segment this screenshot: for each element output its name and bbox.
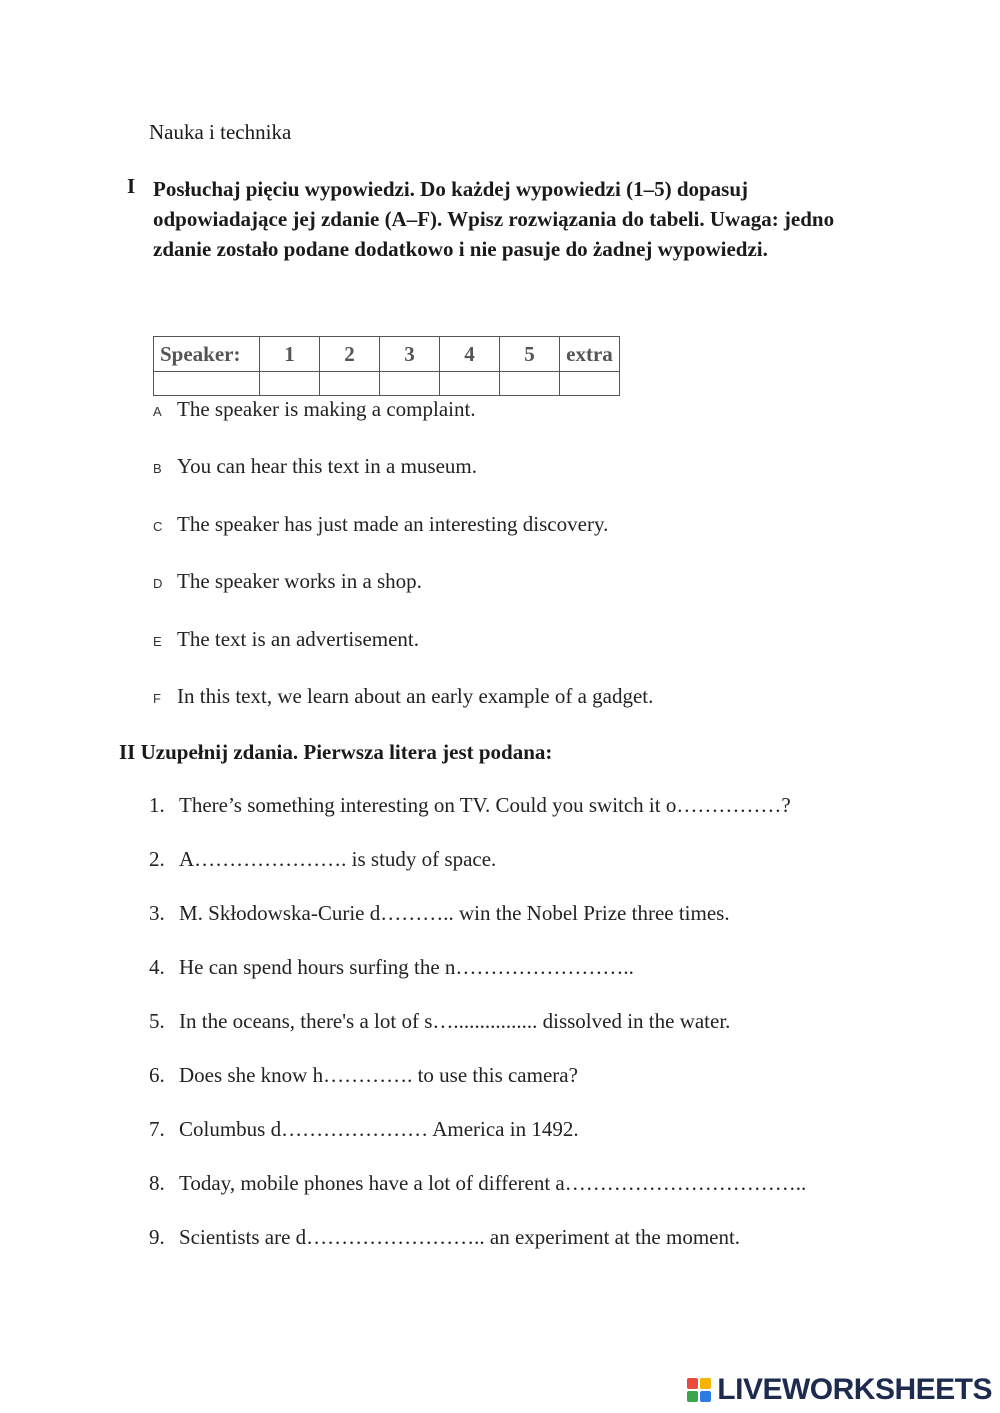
item-number: 1. xyxy=(149,793,165,817)
item-text: Today, mobile phones have a lot of different a…………………………….. xyxy=(179,1171,807,1195)
item-text: There’s something interesting on TV. Could you switch it o……………? xyxy=(179,793,791,817)
fill-in-item[interactable] xyxy=(149,1117,579,1142)
answer-input-1[interactable] xyxy=(260,372,320,396)
answer-table xyxy=(153,336,620,396)
fill-in-item[interactable] xyxy=(149,955,634,980)
item-text: M. Skłodowska-Curie d……….. win the Nobel Prize three times. xyxy=(179,901,730,925)
fill-in-item[interactable] xyxy=(149,1009,730,1034)
answer-table-input-row xyxy=(154,372,620,396)
item-text: In the oceans, there's a lot of s…................ dissolved in the water. xyxy=(179,1009,731,1033)
fill-in-item[interactable] xyxy=(149,793,791,818)
option-e xyxy=(153,627,419,652)
item-number: 4. xyxy=(149,955,165,979)
brand-name: LIVEWORKSHEETS xyxy=(717,1373,992,1406)
fill-in-item[interactable] xyxy=(149,1171,806,1196)
liveworksheets-logo[interactable] xyxy=(687,1373,992,1407)
answer-input-2[interactable] xyxy=(320,372,380,396)
table-header-cell: 1 xyxy=(260,337,320,372)
option-text: You can hear this text in a museum. xyxy=(177,454,477,478)
answer-table-header-row xyxy=(154,337,620,372)
option-letter: A xyxy=(153,404,162,419)
section-1-number: I xyxy=(127,174,136,198)
answer-input-extra[interactable] xyxy=(560,372,620,396)
item-text: He can spend hours surfing the n…………………….. xyxy=(179,955,634,979)
option-f xyxy=(153,684,653,709)
item-number: 8. xyxy=(149,1171,165,1195)
fill-in-item[interactable] xyxy=(149,847,496,872)
item-text: A…………………. is study of space. xyxy=(179,847,497,871)
fill-in-item[interactable] xyxy=(149,901,730,926)
option-letter: B xyxy=(153,461,162,476)
option-text: The text is an advertisement. xyxy=(177,627,420,651)
table-header-cell: extra xyxy=(560,337,620,372)
option-text: In this text, we learn about an early example of a gadget. xyxy=(177,684,654,708)
item-number: 5. xyxy=(149,1009,165,1033)
item-number: 7. xyxy=(149,1117,165,1141)
section-1-instruction: Posłuchaj pięciu wypowiedzi. Do każdej wypowiedzi (1–5) dopasuj odpowiadające jej zdanie (A–F). Wpisz rozwiązania do tabeli. Uwaga: jedno zdanie zostało podane dodatkowo i nie pasuje do żadnej wypowiedzi. xyxy=(153,177,835,261)
option-d xyxy=(153,569,422,594)
option-text: The speaker works in a shop. xyxy=(177,569,422,593)
fill-in-item[interactable] xyxy=(149,1063,578,1088)
item-number: 2. xyxy=(149,847,165,871)
item-number: 9. xyxy=(149,1225,165,1249)
table-row-label-cell xyxy=(154,372,260,396)
option-a xyxy=(153,397,476,422)
answer-input-4[interactable] xyxy=(440,372,500,396)
item-text: Columbus d………………… America in 1492. xyxy=(179,1117,579,1141)
item-number: 6. xyxy=(149,1063,165,1087)
table-header-cell: Speaker: xyxy=(154,337,260,372)
liveworksheets-logo-icon xyxy=(687,1378,711,1402)
option-c xyxy=(153,512,608,537)
option-letter: F xyxy=(153,691,161,706)
section-2-title: II Uzupełnij zdania. Pierwsza litera jest podana: xyxy=(119,740,553,764)
option-text: The speaker has just made an interesting discovery. xyxy=(177,512,609,536)
option-b xyxy=(153,454,477,479)
option-letter: D xyxy=(153,576,163,591)
fill-in-item[interactable] xyxy=(149,1225,740,1250)
answer-input-5[interactable] xyxy=(500,372,560,396)
table-header-cell: 4 xyxy=(440,337,500,372)
table-header-cell: 3 xyxy=(380,337,440,372)
item-number: 3. xyxy=(149,901,165,925)
option-letter: C xyxy=(153,519,163,534)
answer-input-3[interactable] xyxy=(380,372,440,396)
option-letter: E xyxy=(153,634,162,649)
page-subtitle: Nauka i technika xyxy=(149,120,292,144)
item-text: Does she know h…………. to use this camera? xyxy=(179,1063,578,1087)
table-header-cell: 5 xyxy=(500,337,560,372)
table-header-cell: 2 xyxy=(320,337,380,372)
option-text: The speaker is making a complaint. xyxy=(177,397,476,421)
item-text: Scientists are d…………………….. an experiment at the moment. xyxy=(179,1225,741,1249)
